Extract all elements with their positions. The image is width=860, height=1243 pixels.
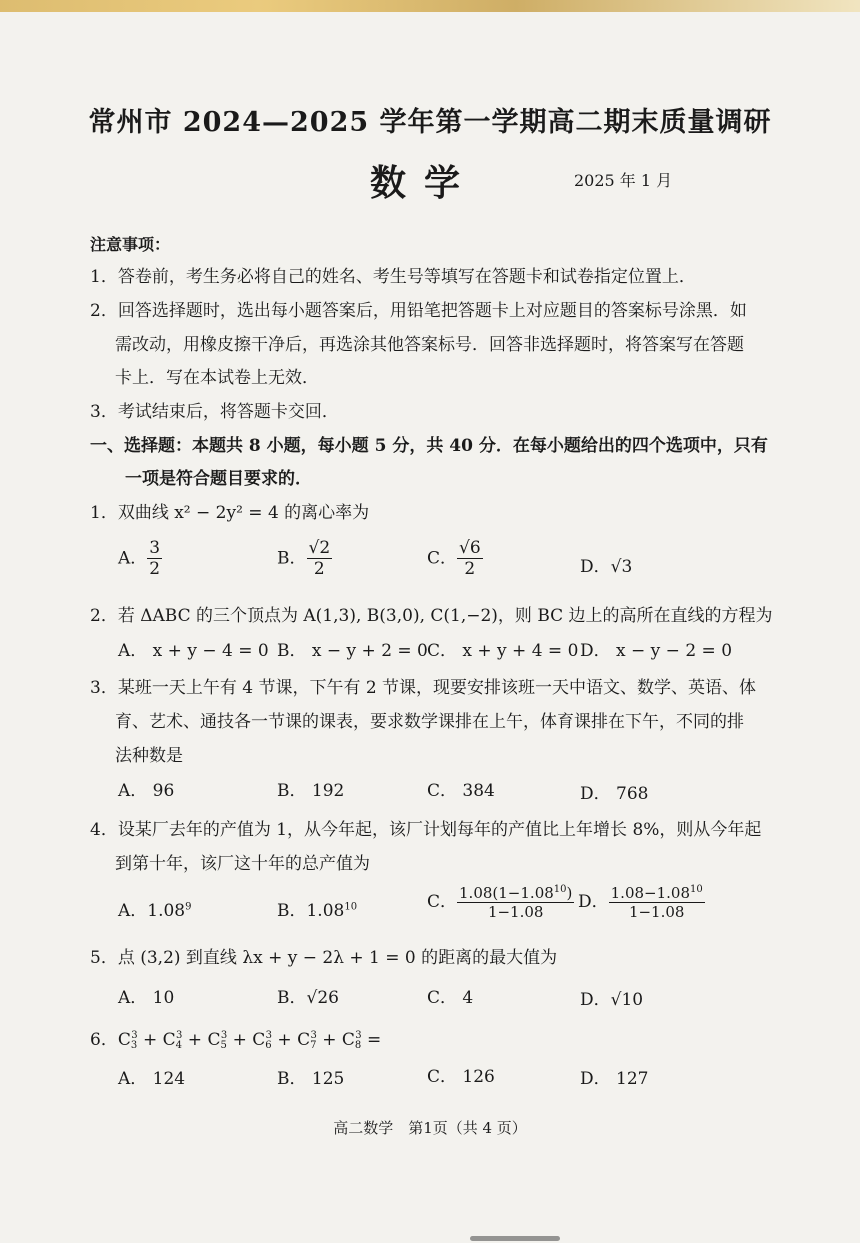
- q4-option-d: D． $\frac{1.08-1.08^{10}}{1-1.08}$: [578, 884, 703, 921]
- notice-item-3: 3．考试结束后，将答题卡交回．: [90, 402, 339, 422]
- subject-heading: 数学: [370, 162, 479, 204]
- notice-item-2-cont: 需改动，用橡皮擦干净后，再选涂其他答案标号．回答非选择题时，将答案写在答题: [115, 335, 744, 355]
- q2-option-d: D． x − y − 2 = 0: [580, 641, 733, 661]
- q5-option-d: D．√10: [580, 990, 644, 1010]
- q1-option-c: C． $\frac{√6}{2}$: [427, 538, 481, 580]
- q1-option-d: D．√3: [580, 557, 633, 577]
- question-4-line-2: 到第十年，该厂这十年的总产值为: [115, 854, 370, 874]
- question-5-stem: 5．点 (3,2) 到直线 λx + y − 2λ + 1 = 0 的距离的最大值为: [90, 948, 558, 968]
- notice-item-2: 2．回答选择题时，选出每小题答案后，用铅笔把答题卡上对应题目的答案标号涂黑．如: [90, 301, 747, 321]
- question-3-line-3: 法种数是: [115, 746, 183, 766]
- q2-option-b: B． x − y + 2 = 0: [277, 641, 428, 661]
- q5-option-b: B．√26: [277, 988, 339, 1008]
- notice-item-2-cont2: 卡上．写在本试卷上无效．: [115, 368, 319, 388]
- page-footer: 高二数学 第1页（共 4 页）: [333, 1119, 527, 1137]
- q2-option-c: C． x + y + 4 = 0: [427, 641, 579, 661]
- notice-item-1: 1．答卷前，考生务必将自己的姓名、考生号等填写在答题卡和试卷指定位置上．: [90, 267, 696, 287]
- q6-option-a: A． 124: [118, 1069, 186, 1089]
- q4-option-a: A．1.08$^9$: [118, 901, 192, 921]
- q5-option-a: A． 10: [118, 988, 175, 1008]
- exam-date: 2025 年 1 月: [574, 171, 673, 190]
- q3-option-b: B． 192: [277, 781, 345, 801]
- q1-option-b: B． $\frac{√2}{2}$: [277, 538, 331, 580]
- q1-option-a: A． $\frac{3}{2}$: [118, 538, 161, 580]
- q3-option-d: D． 768: [580, 784, 649, 804]
- q4-option-b: B．1.08$^{10}$: [277, 901, 358, 921]
- scan-edge: [0, 0, 860, 12]
- q2-option-a: A． x + y − 4 = 0: [118, 641, 269, 661]
- question-6-stem: 6．$C_3^3 + C_4^3 + C_5^3 + C_6^3 + C_7^3 + C_8^3$ =: [90, 1030, 382, 1051]
- scan-mark: [470, 1236, 560, 1241]
- q3-option-c: C． 384: [427, 781, 495, 801]
- question-4-line-1: 4．设某厂去年的产值为 1，从今年起，该厂计划每年的产值比上年增长 8%，则从今年起: [90, 820, 762, 840]
- q6-option-b: B． 125: [277, 1069, 345, 1089]
- q4-option-c: C． $\frac{1.08(1-1.08^{10})}{1-1.08}$: [427, 884, 573, 921]
- exam-title: 常州市 2024—2025 学年第一学期高二期末质量调研: [88, 107, 772, 138]
- q6-option-c: C． 126: [427, 1067, 495, 1087]
- section-heading-cont: 一项是符合题目要求的．: [125, 469, 312, 489]
- notice-heading: 注意事项：: [90, 235, 171, 254]
- section-heading: 一、选择题：本题共 8 小题，每小题 5 分，共 40 分．在每小题给出的四个选项中，只有: [90, 436, 768, 456]
- question-2-stem: 2．若 ΔABC 的三个顶点为 A(1,3), B(3,0), C(1,−2)，则 BC 边上的高所在直线的方程为: [90, 606, 773, 626]
- q5-option-c: C． 4: [427, 988, 474, 1008]
- q6-option-d: D． 127: [580, 1069, 649, 1089]
- q3-option-a: A． 96: [118, 781, 175, 801]
- question-1-stem: 1．双曲线 x² − 2y² = 4 的离心率为: [90, 503, 370, 523]
- question-3-line-1: 3．某班一天上午有 4 节课，下午有 2 节课，现要安排该班一天中语文、数学、英语、体: [90, 678, 757, 698]
- question-3-line-2: 育、艺术、通技各一节课的课表，要求数学课排在上午，体育课排在下午，不同的排: [115, 712, 744, 732]
